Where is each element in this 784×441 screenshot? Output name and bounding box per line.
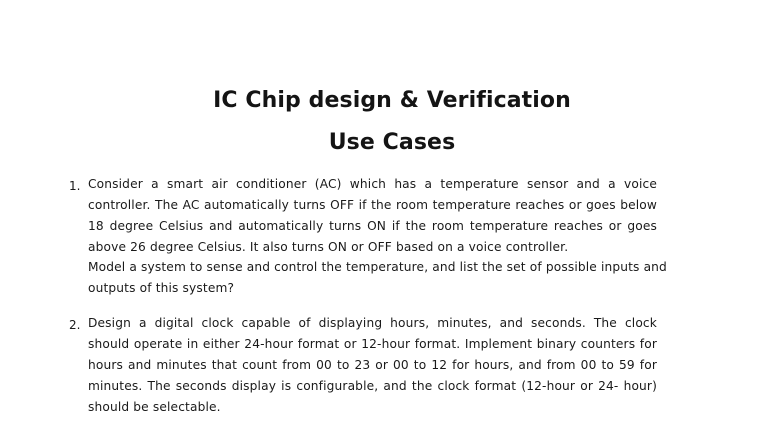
document-subtitle: Use Cases	[328, 130, 456, 155]
list-item-line: Model a system to sense and control the temperature, and list the set of possible inputs and	[88, 260, 667, 274]
list-item-line: minutes. The seconds display is configurable, and the clock format (12-hour or 24- hour)	[88, 379, 657, 393]
list-item-line: above 26 degree Celsius. It also turns ON or OFF based on a voice controller.	[88, 240, 569, 254]
list-item-number: 2.	[69, 318, 81, 332]
list-item-line: Design a digital clock capable of displaying hours, minutes, and seconds. The clock	[88, 316, 657, 330]
list-item-line: outputs of this system?	[88, 281, 235, 295]
list-item-line: Consider a smart air conditioner (AC) which has a temperature sensor and a voice	[88, 177, 657, 191]
list-item-line: should operate in either 24-hour format or 12-hour format. Implement binary counters for	[88, 337, 657, 351]
list-item-line: controller. The AC automatically turns OFF if the room temperature reaches or goes below	[88, 198, 657, 212]
list-item-line: 18 degree Celsius and automatically turns ON if the room temperature reaches or goes	[88, 219, 657, 233]
list-item-line: hours and minutes that count from 00 to 23 or 00 to 12 for hours, and from 00 to 59 for	[88, 358, 657, 372]
list-item-line: should be selectable.	[88, 400, 221, 414]
list-item-number: 1.	[69, 179, 81, 193]
document-title: IC Chip design & Verification	[213, 88, 571, 113]
